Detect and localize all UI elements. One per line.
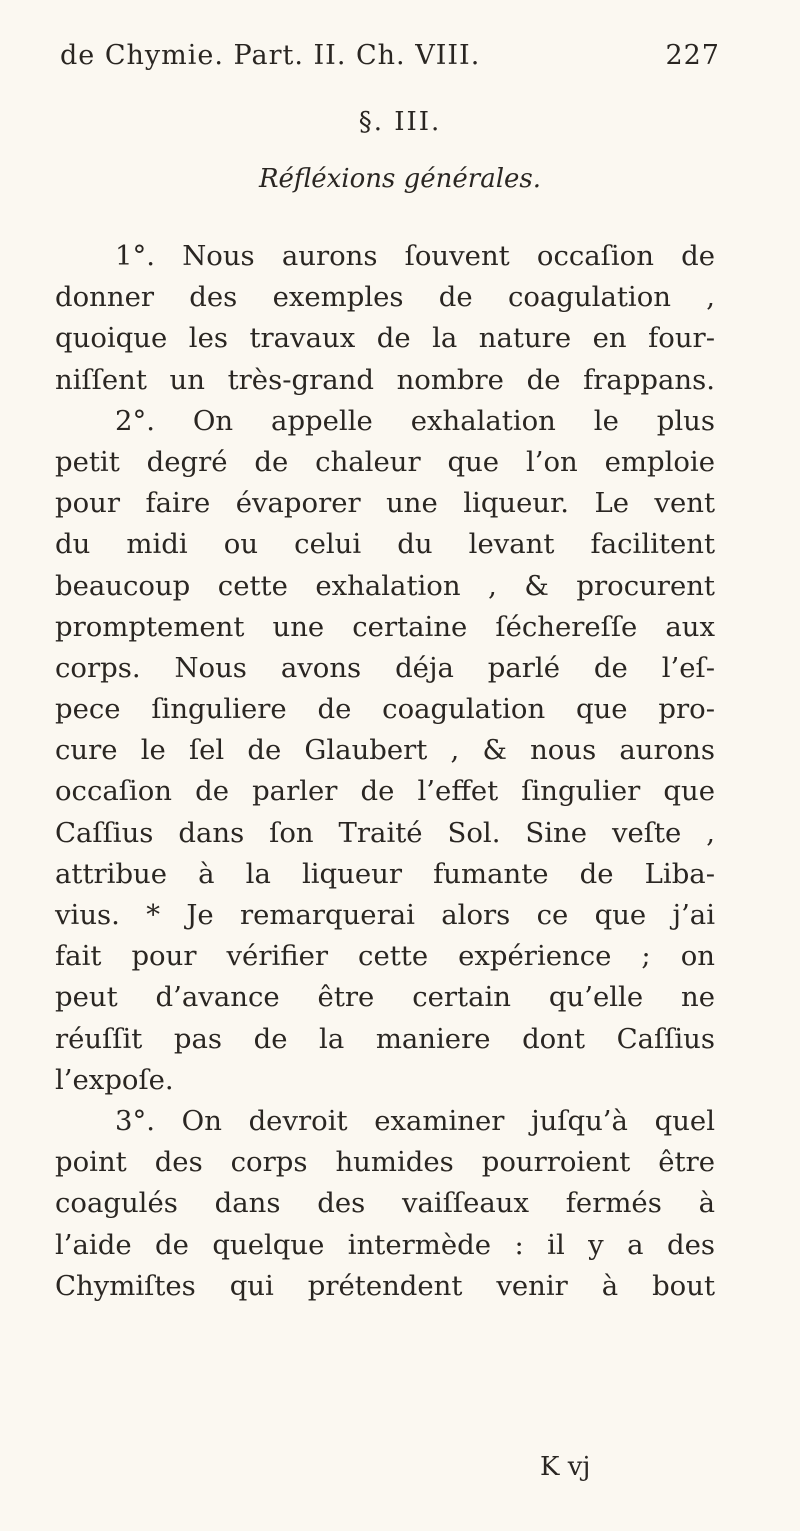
text-line: 3°. On devroit examiner juſqu’à quel: [115, 1104, 715, 1137]
text-line: cure le ſel de Glaubert , & nous aurons: [55, 734, 715, 767]
text-line: promptement une certaine ſéchereſſe aux: [55, 610, 715, 643]
text-line: corps. Nous avons déja parlé de l’eſ-: [55, 651, 715, 684]
text-line: attribue à la liqueur fumante de Liba-: [55, 857, 715, 890]
text-line: 2°. On appelle exhalation le plus: [115, 404, 715, 437]
text-line: Caſſius dans ſon Traité Sol. Sine veſte ,: [55, 816, 715, 849]
text-line: réuſſit pas de la maniere dont Caſſius: [55, 1022, 715, 1055]
text-line: point des corps humides pourroient être: [55, 1146, 715, 1179]
text-line: coagulés dans des vaiſſeaux fermés à: [55, 1187, 715, 1220]
text-line: vius. * Je remarquerai alors ce que j’ai: [55, 899, 715, 931]
running-head: [60, 40, 720, 71]
text-line: quoique les travaux de la nature en four-: [55, 322, 715, 355]
text-line: beaucoup cette exhalation , & procurent: [55, 569, 715, 602]
text-line: du midi ou celui du levant facilitent: [55, 528, 715, 561]
section-number: §. III.: [358, 107, 442, 137]
text-line: l’aide de quelque intermède : il y a des: [55, 1228, 715, 1261]
text-line: peut d’avance être certain qu’elle ne: [55, 981, 715, 1014]
text-line: l’expoſe.: [55, 1063, 174, 1096]
text-line: occaſion de parler de l’effet ſingulier que: [55, 775, 715, 808]
text-line: niſſent un très-grand nombre de frappans.: [55, 363, 715, 396]
text-line: petit degré de chaleur que l’on emploie: [55, 445, 715, 478]
text-line: 1°. Nous aurons ſouvent occaſion de: [115, 240, 715, 272]
catchword: K vj: [540, 1452, 591, 1482]
text-line: Chymiſtes qui prétendent venir à bout: [55, 1269, 715, 1302]
text-line: pour faire évaporer une liqueur. Le vent: [55, 487, 715, 520]
running-head-title: de Chymie. Part. II. Ch. VIII.: [60, 40, 481, 71]
text-line: pece ſinguliere de coagulation que pro-: [55, 693, 715, 726]
section-title: Réfléxions générales.: [258, 164, 542, 194]
body-text: [55, 236, 715, 1307]
text-line: donner des exemples de coagulation ,: [55, 281, 715, 314]
page-number: 227: [665, 40, 720, 71]
text-line: fait pour vérifier cette expérience ; on: [55, 940, 715, 973]
